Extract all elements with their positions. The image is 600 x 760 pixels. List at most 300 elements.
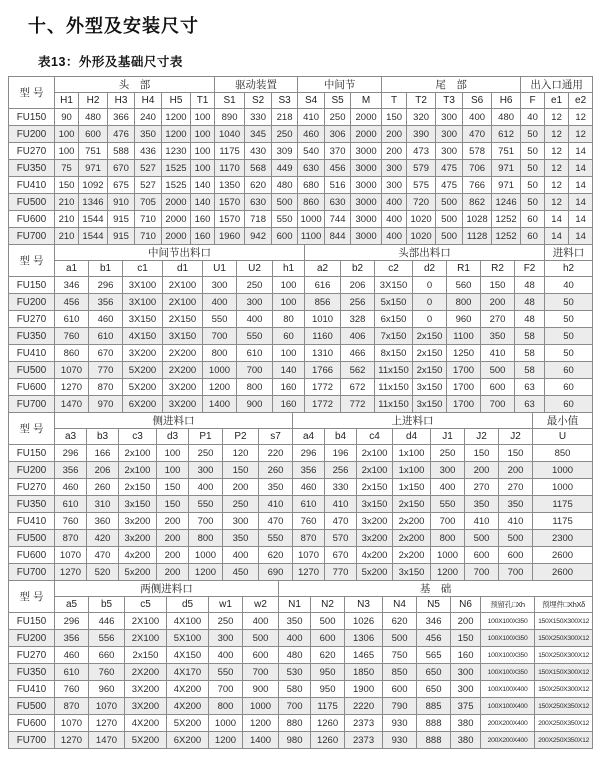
value-cell: 300 [451, 664, 481, 681]
value-cell: 5X200 [125, 732, 167, 749]
value-cell: 200X200X400 [481, 715, 535, 732]
table-row [9, 496, 593, 513]
value-cell: 630 [325, 194, 351, 211]
model-col-header: 型 号 [9, 581, 55, 613]
value-cell: 1246 [492, 194, 521, 211]
value-cell: 12 [545, 177, 569, 194]
value-cell: 2x200 [393, 513, 431, 530]
value-cell: 250 [272, 126, 298, 143]
row-model-cell: FU410 [9, 681, 55, 698]
value-cell: 1000 [533, 462, 593, 479]
value-cell: 650 [417, 681, 451, 698]
value-cell: 1350 [215, 177, 245, 194]
value-cell: 370 [325, 143, 351, 160]
value-cell: 140 [273, 362, 305, 379]
value-cell: 4X150 [167, 647, 209, 664]
value-cell: 150 [55, 177, 79, 194]
value-cell: 350 [135, 126, 162, 143]
value-cell: 800 [189, 530, 223, 547]
value-cell: 970 [89, 396, 123, 413]
value-cell: 12 [569, 109, 593, 126]
dimension-table-section-3 [8, 412, 593, 581]
value-cell: 556 [89, 630, 125, 647]
value-cell: 350 [499, 496, 533, 513]
group-header: 头 部 [55, 77, 215, 93]
col-header: H4 [135, 93, 162, 109]
value-cell: 150 [382, 109, 407, 126]
value-cell: 210 [55, 228, 79, 245]
value-cell: 1900 [345, 681, 383, 698]
value-cell: 260 [259, 462, 293, 479]
value-cell: 930 [383, 715, 417, 732]
col-header: J2 [465, 429, 499, 445]
value-cell: 400 [463, 109, 492, 126]
value-cell: 3X200 [123, 345, 163, 362]
value-cell: 527 [135, 160, 162, 177]
group-header: 头部出料口 [305, 245, 545, 261]
value-cell: 1470 [55, 396, 89, 413]
value-cell: 346 [417, 613, 451, 630]
value-cell: 766 [463, 177, 492, 194]
value-cell: 0 [413, 277, 447, 294]
value-cell: 4X200 [125, 715, 167, 732]
value-cell: 120 [223, 445, 259, 462]
value-cell: 346 [55, 277, 89, 294]
table-row [9, 715, 593, 732]
value-cell: 4x200 [119, 547, 157, 564]
value-cell: 2600 [533, 547, 593, 564]
value-cell: 770 [89, 362, 123, 379]
dimension-table-section-2 [8, 244, 593, 413]
group-header: 最小值 [533, 413, 593, 429]
value-cell: 446 [89, 613, 125, 630]
value-cell: 1128 [463, 228, 492, 245]
value-cell: 12 [545, 143, 569, 160]
value-cell: 11x150 [375, 362, 413, 379]
value-cell: 50 [521, 143, 545, 160]
value-cell: 100 [55, 143, 79, 160]
value-cell: 610 [55, 496, 87, 513]
table-row [9, 294, 593, 311]
value-cell: 600 [272, 228, 298, 245]
dimension-table-section-1 [8, 76, 593, 245]
value-cell: 1544 [79, 228, 108, 245]
value-cell: 475 [436, 160, 463, 177]
value-cell: 296 [293, 445, 325, 462]
value-cell: 430 [245, 143, 272, 160]
value-cell: 2X100 [163, 277, 203, 294]
value-cell: 1x100 [393, 445, 431, 462]
value-cell: 700 [431, 513, 465, 530]
row-model-cell: FU350 [9, 664, 55, 681]
value-cell: 473 [407, 143, 436, 160]
col-header: d2 [413, 261, 447, 277]
col-header: 预埋件□XhXδ [535, 597, 593, 613]
value-cell: 751 [79, 143, 108, 160]
value-cell: 250 [325, 109, 351, 126]
value-cell: 800 [209, 698, 243, 715]
col-header: T3 [436, 93, 463, 109]
value-cell: 14 [569, 160, 593, 177]
value-cell: 100X100X400 [481, 681, 535, 698]
value-cell: 565 [417, 647, 451, 664]
value-cell: 550 [431, 496, 465, 513]
value-cell: 800 [431, 530, 465, 547]
value-cell: 1306 [345, 630, 383, 647]
table-row [9, 328, 593, 345]
value-cell: 0 [413, 311, 447, 328]
value-cell: 870 [89, 379, 123, 396]
table-row [9, 109, 593, 126]
value-cell: 770 [325, 564, 357, 581]
value-cell: 200 [382, 126, 407, 143]
value-cell: 527 [135, 177, 162, 194]
value-cell: 1772 [305, 396, 341, 413]
row-model-cell: FU600 [9, 547, 55, 564]
value-cell: 800 [447, 294, 481, 311]
value-cell: 150X150X300X12 [535, 613, 593, 630]
model-col-header: 型 号 [9, 77, 55, 109]
value-cell: 1040 [215, 126, 245, 143]
col-header: T [382, 93, 407, 109]
value-cell: 500 [436, 228, 463, 245]
value-cell: 356 [89, 294, 123, 311]
value-cell: 5X200 [167, 715, 209, 732]
value-cell: 366 [108, 109, 135, 126]
value-cell: 200 [157, 547, 189, 564]
value-cell: 356 [55, 462, 87, 479]
value-cell: 48 [515, 294, 545, 311]
value-cell: 1570 [215, 211, 245, 228]
value-cell: 3000 [351, 143, 382, 160]
value-cell: 1000 [298, 211, 325, 228]
value-cell: 470 [87, 547, 119, 564]
value-cell: 516 [325, 177, 351, 194]
value-cell: 1070 [293, 547, 325, 564]
col-header: b3 [87, 429, 119, 445]
value-cell: 870 [55, 530, 87, 547]
value-cell: 330 [245, 109, 272, 126]
value-cell: 1270 [55, 379, 89, 396]
value-cell: 60 [273, 328, 305, 345]
value-cell: 63 [515, 379, 545, 396]
row-model-cell: FU150 [9, 277, 55, 294]
value-cell: 650 [417, 664, 451, 681]
value-cell: 11x150 [375, 379, 413, 396]
value-cell: 3x200 [119, 530, 157, 547]
col-header: c1 [123, 261, 163, 277]
value-cell: 14 [545, 228, 569, 245]
value-cell: 1020 [407, 228, 436, 245]
value-cell: 620 [245, 177, 272, 194]
value-cell: 456 [417, 630, 451, 647]
value-cell: 4X200 [167, 698, 209, 715]
value-cell: 296 [55, 445, 87, 462]
value-cell: 100 [273, 277, 305, 294]
table-row [9, 681, 593, 698]
value-cell: 14 [569, 211, 593, 228]
row-model-cell: FU200 [9, 630, 55, 647]
col-header: S1 [215, 93, 245, 109]
value-cell: 410 [298, 109, 325, 126]
value-cell: 420 [87, 530, 119, 547]
value-cell: 915 [108, 228, 135, 245]
value-cell: 300 [382, 177, 407, 194]
value-cell: 670 [108, 160, 135, 177]
value-cell: 14 [569, 228, 593, 245]
value-cell: 5X200 [123, 379, 163, 396]
value-cell: 3x200 [119, 513, 157, 530]
value-cell: 600 [481, 379, 515, 396]
value-cell: 3X100 [123, 294, 163, 311]
value-cell: 470 [463, 126, 492, 143]
value-cell: 256 [325, 462, 357, 479]
value-cell: 200 [157, 564, 189, 581]
value-cell: 0 [413, 294, 447, 311]
value-cell: 1175 [533, 496, 593, 513]
table-row [9, 160, 593, 177]
value-cell: 50 [521, 126, 545, 143]
value-cell: 600 [499, 547, 533, 564]
value-cell: 930 [383, 732, 417, 749]
value-cell: 40 [545, 277, 593, 294]
value-cell: 1070 [55, 547, 87, 564]
value-cell: 2X100 [125, 630, 167, 647]
value-cell: 380 [451, 732, 481, 749]
value-cell: 3x150 [413, 379, 447, 396]
value-cell: 1850 [345, 664, 383, 681]
value-cell: 550 [189, 496, 223, 513]
value-cell: 860 [298, 194, 325, 211]
value-cell: 400 [237, 311, 273, 328]
value-cell: 50 [545, 311, 593, 328]
value-cell: 3000 [351, 160, 382, 177]
table-row [9, 630, 593, 647]
value-cell: 612 [492, 126, 521, 143]
col-header: a1 [55, 261, 89, 277]
col-header: c2 [375, 261, 413, 277]
value-cell: 300 [451, 681, 481, 698]
value-cell: 950 [311, 664, 345, 681]
value-cell: 700 [209, 681, 243, 698]
value-cell: 610 [237, 345, 273, 362]
table-row [9, 194, 593, 211]
value-cell: 320 [407, 109, 436, 126]
value-cell: 1010 [305, 311, 341, 328]
value-cell: 1200 [203, 379, 237, 396]
value-cell: 744 [325, 211, 351, 228]
value-cell: 410 [259, 496, 293, 513]
value-cell: 218 [272, 109, 298, 126]
col-header: U1 [203, 261, 237, 277]
value-cell: 1570 [215, 194, 245, 211]
value-cell: 375 [451, 698, 481, 715]
value-cell: 800 [237, 379, 273, 396]
row-model-cell: FU700 [9, 564, 55, 581]
value-cell: 620 [259, 547, 293, 564]
value-cell: 2x200 [393, 530, 431, 547]
value-cell: 3x200 [357, 530, 393, 547]
value-cell: 160 [451, 647, 481, 664]
row-model-cell: FU700 [9, 228, 55, 245]
table-row [9, 530, 593, 547]
value-cell: 760 [293, 513, 325, 530]
row-model-cell: FU600 [9, 715, 55, 732]
value-cell: 4X100 [167, 613, 209, 630]
col-header: N4 [383, 597, 417, 613]
value-cell: 12 [569, 126, 593, 143]
value-cell: 300 [237, 294, 273, 311]
group-header: 侧进料口 [55, 413, 293, 429]
value-cell: 300 [382, 160, 407, 177]
value-cell: 4x200 [357, 547, 393, 564]
value-cell: 63 [515, 396, 545, 413]
col-header: P2 [223, 429, 259, 445]
table-row [9, 362, 593, 379]
value-cell: 75 [55, 160, 79, 177]
value-cell: 980 [279, 732, 311, 749]
table-row [9, 379, 593, 396]
value-cell: 200X200X400 [481, 732, 535, 749]
value-cell: 80 [273, 311, 305, 328]
value-cell: 400 [382, 211, 407, 228]
value-cell: 568 [245, 160, 272, 177]
value-cell: 500 [481, 362, 515, 379]
value-cell: 885 [417, 698, 451, 715]
value-cell: 1250 [447, 345, 481, 362]
value-cell: 50 [521, 177, 545, 194]
value-cell: 100X100X400 [481, 698, 535, 715]
value-cell: 2000 [162, 211, 191, 228]
col-header: c3 [119, 429, 157, 445]
value-cell: 150 [157, 479, 189, 496]
value-cell: 1346 [79, 194, 108, 211]
value-cell: 3x150 [413, 396, 447, 413]
value-cell: 3000 [351, 211, 382, 228]
value-cell: 1470 [89, 732, 125, 749]
value-cell: 456 [325, 160, 351, 177]
col-header: H3 [108, 93, 135, 109]
value-cell: 1070 [89, 698, 125, 715]
value-cell: 2X200 [163, 362, 203, 379]
value-cell: 160 [191, 211, 215, 228]
value-cell: 600 [465, 547, 499, 564]
value-cell: 150X250X300X12 [535, 681, 593, 698]
value-cell: 1070 [55, 715, 89, 732]
col-header: a3 [55, 429, 87, 445]
value-cell: 2x150 [125, 647, 167, 664]
value-cell: 1700 [447, 379, 481, 396]
group-header: 进料口 [545, 245, 593, 261]
dimension-table-section-4 [8, 580, 593, 749]
value-cell: 1200 [431, 564, 465, 581]
value-cell: 1200 [162, 109, 191, 126]
value-cell: 672 [341, 379, 375, 396]
value-cell: 300 [203, 277, 237, 294]
col-header: h2 [545, 261, 593, 277]
col-header: H1 [55, 93, 79, 109]
value-cell: 2x200 [393, 547, 431, 564]
value-cell: 600 [311, 630, 345, 647]
value-cell: 600 [243, 647, 279, 664]
col-header: w2 [243, 597, 279, 613]
value-cell: 870 [293, 530, 325, 547]
value-cell: 260 [87, 479, 119, 496]
value-cell: 550 [259, 530, 293, 547]
row-model-cell: FU270 [9, 479, 55, 496]
value-cell: 400 [203, 294, 237, 311]
value-cell: 670 [325, 547, 357, 564]
col-header: b1 [89, 261, 123, 277]
value-cell: 50 [545, 294, 593, 311]
value-cell: 580 [279, 681, 311, 698]
value-cell: 890 [215, 109, 245, 126]
col-header: b5 [89, 597, 125, 613]
value-cell: 350 [279, 613, 311, 630]
value-cell: 100 [157, 445, 189, 462]
value-cell: 1270 [55, 564, 87, 581]
value-cell: 310 [87, 496, 119, 513]
value-cell: 380 [451, 715, 481, 732]
value-cell: 5X100 [167, 630, 209, 647]
table-caption: 表13：外形及基础尺寸表 [38, 55, 183, 69]
value-cell: 300 [436, 143, 463, 160]
value-cell: 296 [55, 613, 89, 630]
value-cell: 760 [89, 664, 125, 681]
value-cell: 12 [545, 126, 569, 143]
value-cell: 306 [325, 126, 351, 143]
table-row [9, 445, 593, 462]
value-cell: 1000 [431, 547, 465, 564]
table-row [9, 564, 593, 581]
row-model-cell: FU150 [9, 109, 55, 126]
value-cell: 100 [191, 109, 215, 126]
value-cell: 790 [383, 698, 417, 715]
value-cell: 150X150X300X12 [535, 664, 593, 681]
value-cell: 700 [203, 328, 237, 345]
value-cell: 1000 [203, 362, 237, 379]
value-cell: 700 [243, 664, 279, 681]
value-cell: 1960 [215, 228, 245, 245]
value-cell: 90 [55, 109, 79, 126]
value-cell: 1175 [215, 143, 245, 160]
value-cell: 1200 [189, 564, 223, 581]
value-cell: 200 [223, 479, 259, 496]
model-col-header: 型 号 [9, 245, 55, 277]
value-cell: 700 [237, 362, 273, 379]
value-cell: 900 [243, 681, 279, 698]
value-cell: 300 [223, 513, 259, 530]
value-cell: 760 [55, 513, 87, 530]
value-cell: 620 [383, 613, 417, 630]
value-cell: 166 [87, 445, 119, 462]
value-cell: 718 [245, 211, 272, 228]
value-cell: 850 [383, 664, 417, 681]
col-header: 预留孔□Xh [481, 597, 535, 613]
value-cell: 270 [465, 479, 499, 496]
value-cell: 2x150 [413, 328, 447, 345]
value-cell: 100 [157, 462, 189, 479]
value-cell: 1092 [79, 177, 108, 194]
row-model-cell: FU410 [9, 177, 55, 194]
value-cell: 1070 [55, 362, 89, 379]
value-cell: 3X150 [163, 328, 203, 345]
value-cell: 610 [55, 311, 89, 328]
value-cell: 880 [279, 715, 311, 732]
row-model-cell: FU270 [9, 311, 55, 328]
value-cell: 1000 [209, 715, 243, 732]
value-cell: 250 [189, 445, 223, 462]
